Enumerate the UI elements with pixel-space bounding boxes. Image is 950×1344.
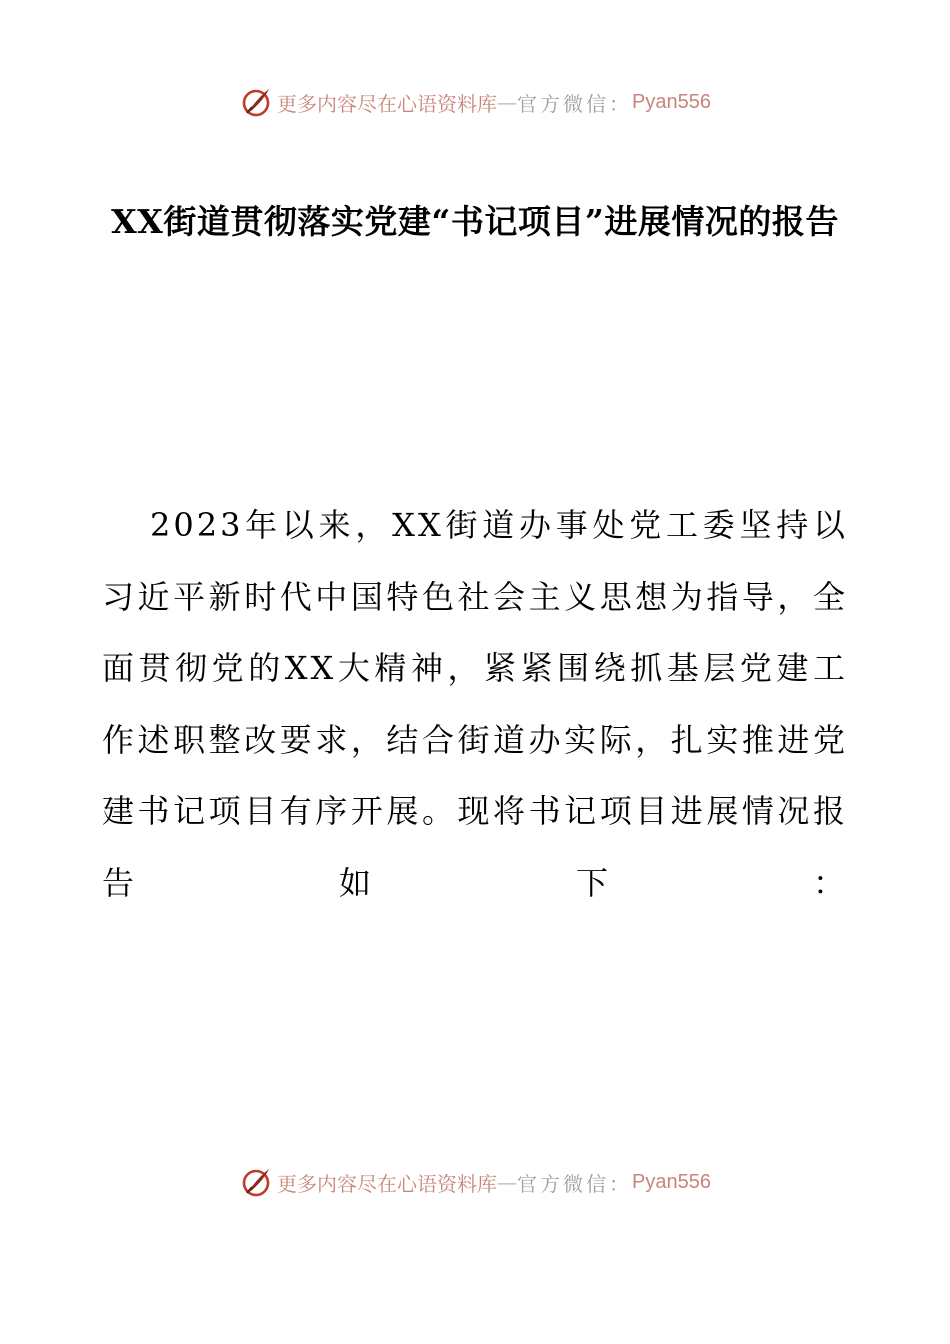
banner-dash: — [497,1170,518,1194]
header-banner [0,80,950,124]
site-name: 更多内容尽在心语资料库 [277,1171,498,1196]
footer-banner [0,1160,950,1204]
wechat-id: Pyan556 [632,90,711,113]
quill-logo-icon [239,85,273,119]
wechat-id: Pyan556 [632,1170,711,1193]
banner-dash: — [497,90,518,114]
official-wechat-label: 官方微信： [517,91,633,116]
site-name: 更多内容尽在心语资料库 [277,91,498,116]
body-paragraph: 2023年以来，XX街道办事处党工委坚持以习近平新时代中国特色社会主义思想为指导，全面贯彻党的XX大精神，紧紧围绕抓基层党建工作述职整改要求，结合街道办实际，扎实推进党建书记项目有序开展。现将书记项目进展情况报告如下： [102,506,848,902]
document-title: XX街道贯彻落实党建“书记项目”进展情况的报告 [111,202,839,241]
official-wechat-label: 官方微信： [517,1171,633,1196]
quill-logo-icon [239,1165,273,1199]
